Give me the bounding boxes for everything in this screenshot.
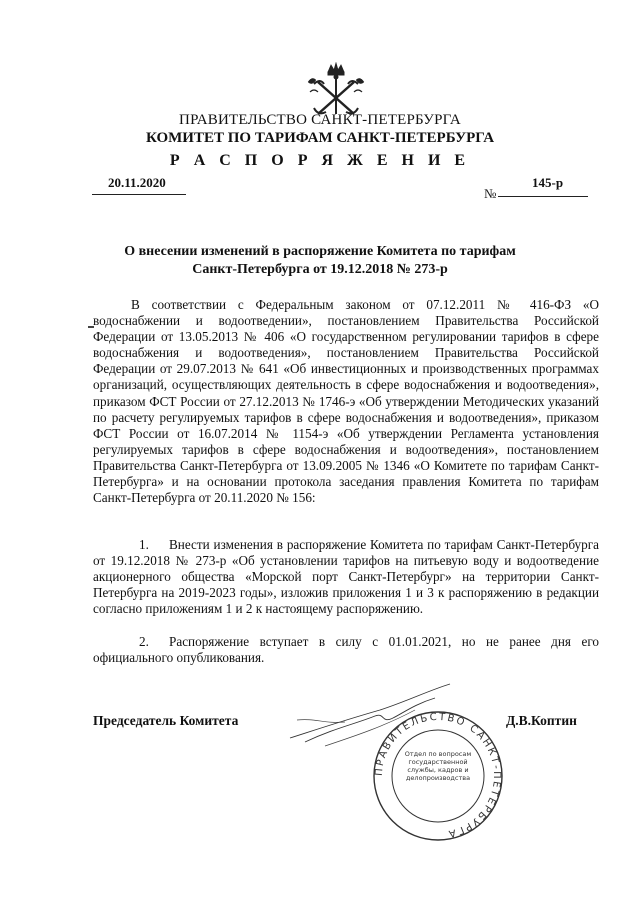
item-number: 2. [139, 634, 149, 649]
document-date: 20.11.2020 [108, 175, 166, 190]
list-item [93, 634, 599, 666]
document-number: 145-р [532, 175, 564, 190]
list-item [93, 537, 599, 617]
signatory-name: Д.В.Коптин [506, 713, 577, 728]
number-underline [498, 196, 588, 197]
stamp-inner-text: Отдел по вопросам государственной службы, кадров и делопроизводства [404, 750, 472, 782]
subject-line-2: Санкт-Петербурга от 19.12.2018 № 273-р [192, 262, 448, 277]
committee-title: КОМИТЕТ ПО ТАРИФАМ САНКТ-ПЕТЕРБУРГА [145, 130, 495, 146]
subject-line-1: О внесении изменений в распоряжение Комитета по тарифам [124, 244, 516, 259]
item-number: 1. [139, 537, 149, 552]
stamp-outer-text: ПРАВИТЕЛЬСТВО САНКТ-ПЕТЕРБУРГА [373, 711, 503, 840]
signatory-position: Председатель Комитета [93, 713, 239, 728]
number-sign: № [484, 186, 497, 201]
official-stamp-icon [370, 708, 506, 844]
government-title: ПРАВИТЕЛЬСТВО САНКТ-ПЕТЕРБУРГА [179, 112, 461, 128]
coat-of-arms-icon [306, 62, 366, 118]
document-type-title: Р А С П О Р Я Ж Е Н И Е [169, 152, 471, 169]
document-subject [60, 243, 580, 279]
preamble-paragraph: В соответствии с Федеральным законом от 07.12.2011 № 416-ФЗ «О водоснабжении и водоотведении», постановлением Правительства Российской Федерации от 13.05.2013 № 406 «О государственном регулировании тарифов в сфере водоснабжения и водоотведения», постановлением Правительства Российской Федерации от 29.07.2013 № 641 «Об инвестиционных и производственных программах организаций, осуществляющих деятельность в сфере водоснабжения и водоотведения», приказом ФСТ России от 27.12.2013 № 1746-э «Об утверждении Методических указаний по расчету регулируемых тарифов в сфере водоснабжения и водоотведения», приказом ФСТ России от 16.07.2014 № 1154-э «Об утверждении Регламента установления регулируемых тарифов в сфере водоснабжения и водоотведения», постановлением Правительства Санкт-Петербурга от 13.09.2005 № 1346 «О Комитете по тарифам Санкт-Петербурга» и на основании протокола заседания правления Комитета по тарифам Санкт-Петербурга от 20.11.2020 № 156: [93, 297, 599, 506]
date-underline [92, 194, 186, 195]
item-text: Внести изменения в распоряжение Комитета по тарифам Санкт-Петербурга от 19.12.2018 № 273-р «Об установлении тарифов на питьевую воду и водоотведение акционерного общества «Морской порт Санкт-Петербург» на территории Санкт-Петербурга на 2019-2023 годы», изложив приложения 1 и 3 к распоряжению в редакции согласно приложениям 1 и 2 к настоящему распоряжению. [93, 537, 599, 617]
item-text: Распоряжение вступает в силу с 01.01.2021, но не ранее дня его официального опубликования. [93, 634, 599, 666]
